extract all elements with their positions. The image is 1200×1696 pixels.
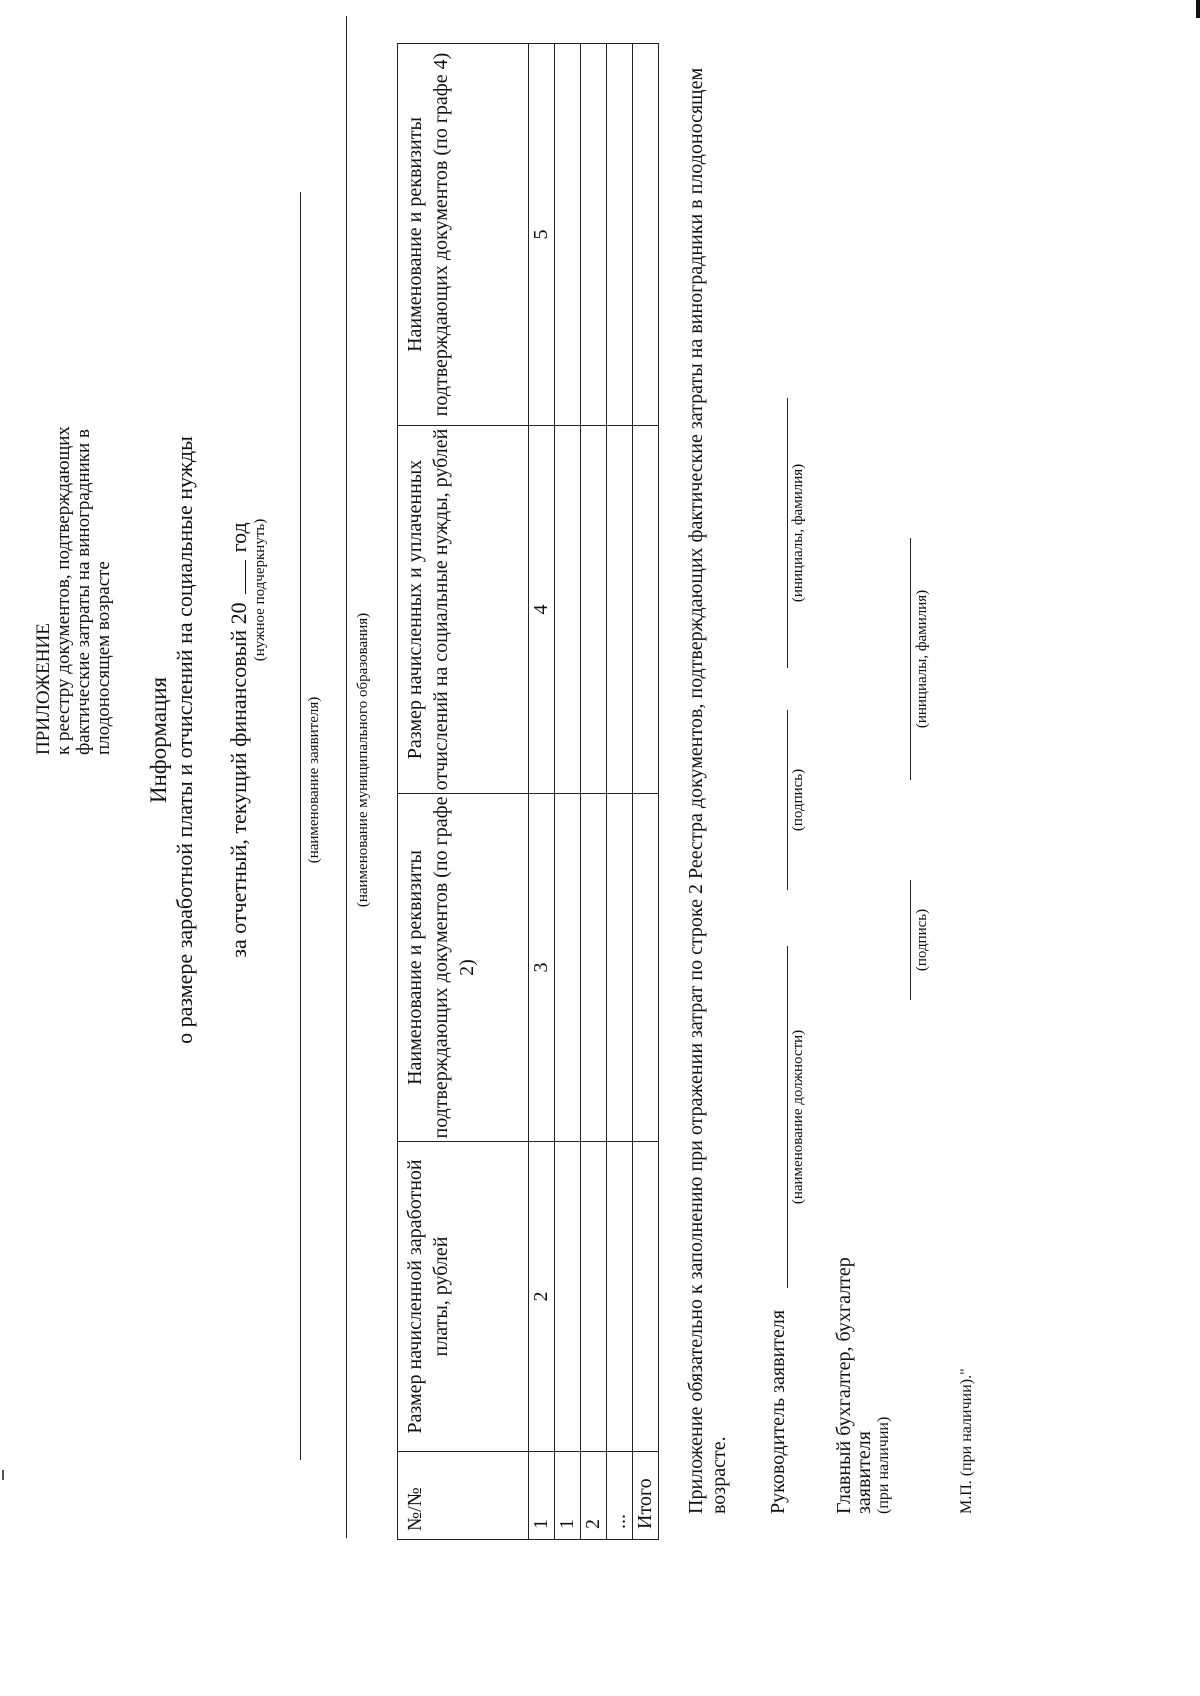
table-cell: 1 (555, 1452, 581, 1540)
period-line (226, 200, 251, 1280)
table-cell[interactable] (607, 44, 633, 426)
head-position-line[interactable] (787, 946, 788, 1288)
appendix-line-2: фактические затраты на виноградники в (73, 429, 94, 755)
table-cell: 2 (581, 1452, 607, 1540)
table-cell[interactable] (633, 794, 659, 1142)
appendix-line-1: к реестру документов, подтверждающих (53, 426, 74, 755)
table-cell[interactable] (607, 1142, 633, 1452)
period-suffix: год (226, 522, 251, 553)
table-cell[interactable] (633, 1142, 659, 1452)
year-blank[interactable] (229, 560, 246, 594)
table-cell[interactable] (607, 794, 633, 1142)
accountant-initials-line[interactable] (910, 538, 911, 780)
salary-table (397, 43, 659, 1540)
applicant-caption: (наименование заявителя) (306, 696, 322, 864)
appendix-header (34, 195, 114, 755)
head-initials-line[interactable] (787, 398, 788, 668)
table-cell[interactable] (555, 794, 581, 1142)
period-prefix: за отчетный, текущий финансовый 20 (226, 602, 251, 958)
column-header: Наименование и реквизиты подтверждающих документов (по графе 2) (398, 794, 529, 1142)
table-cell[interactable] (581, 426, 607, 794)
column-header: Размер начисленной заработной платы, рублей (398, 1142, 529, 1452)
table-cell[interactable] (633, 44, 659, 426)
table-row (555, 44, 581, 1540)
table-row (607, 44, 633, 1540)
appendix-line-3: плодоносящем возрасте (93, 561, 114, 755)
table-row (529, 44, 555, 1540)
table-cell: 3 (529, 794, 555, 1142)
table-cell: 2 (529, 1142, 555, 1452)
head-label: Руководитель заявителя (767, 1309, 789, 1514)
applicant-name-line[interactable] (300, 192, 301, 1460)
appendix-title: ПРИЛОЖЕНИЕ (33, 623, 54, 755)
municipality-name-line[interactable] (346, 16, 347, 1538)
table-cell: ... (607, 1452, 633, 1540)
rotated-document (0, 16, 1200, 1680)
table-cell: Итого (633, 1452, 659, 1540)
accountant-label (834, 1257, 894, 1514)
document-subtitle: о размере заработной платы и отчислений на социальные нужды (172, 436, 197, 1044)
table-total-row (633, 44, 659, 1540)
table-row (581, 44, 607, 1540)
head-signature-caption: (подпись) (790, 768, 806, 832)
column-header: №/№ (398, 1452, 529, 1540)
stamp-place: М.П. (при наличии)." (958, 1368, 975, 1514)
accountant-label-line-3: (при наличии) (875, 1416, 892, 1514)
table-cell[interactable] (581, 44, 607, 426)
table-header-row (398, 44, 529, 1540)
table-cell[interactable] (581, 1142, 607, 1452)
accountant-label-line-1: Главный бухгалтер, бухгалтер (833, 1257, 855, 1514)
table-cell[interactable] (555, 1142, 581, 1452)
table-cell: 1 (529, 1452, 555, 1540)
head-signature-line[interactable] (787, 710, 788, 890)
table-cell: 4 (529, 426, 555, 794)
period-hint: (нужное подчеркнуть) (252, 518, 268, 662)
accountant-initials-caption: (инициалы, фамилия) (914, 589, 930, 729)
table-cell[interactable] (633, 426, 659, 794)
table-cell: 5 (529, 44, 555, 426)
column-header: Размер начисленных и уплаченных отчислений на социальные нужды, рублей (398, 426, 529, 794)
document-title: Информация (146, 676, 171, 804)
head-position-caption: (наименование должности) (790, 1029, 806, 1205)
accountant-signature-line[interactable] (910, 880, 911, 1000)
table-cell[interactable] (555, 44, 581, 426)
table-cell[interactable] (581, 794, 607, 1142)
accountant-signature-caption: (подпись) (914, 908, 930, 972)
municipality-caption: (наименование муниципального образования) (355, 612, 371, 908)
head-initials-caption: (инициалы, фамилия) (790, 463, 806, 603)
table-cell[interactable] (607, 426, 633, 794)
completion-note: Приложение обязательно к заполнению при отражении затрат по строке 2 Реестра документов, подтверждающих фактические затраты на виноградники в плодоносящем возрасте. (685, 67, 730, 1514)
table-cell[interactable] (555, 426, 581, 794)
column-header: Наименование и реквизиты подтверждающих документов (по графе 4) (398, 44, 529, 426)
accountant-label-line-2: заявителя (853, 1431, 875, 1514)
